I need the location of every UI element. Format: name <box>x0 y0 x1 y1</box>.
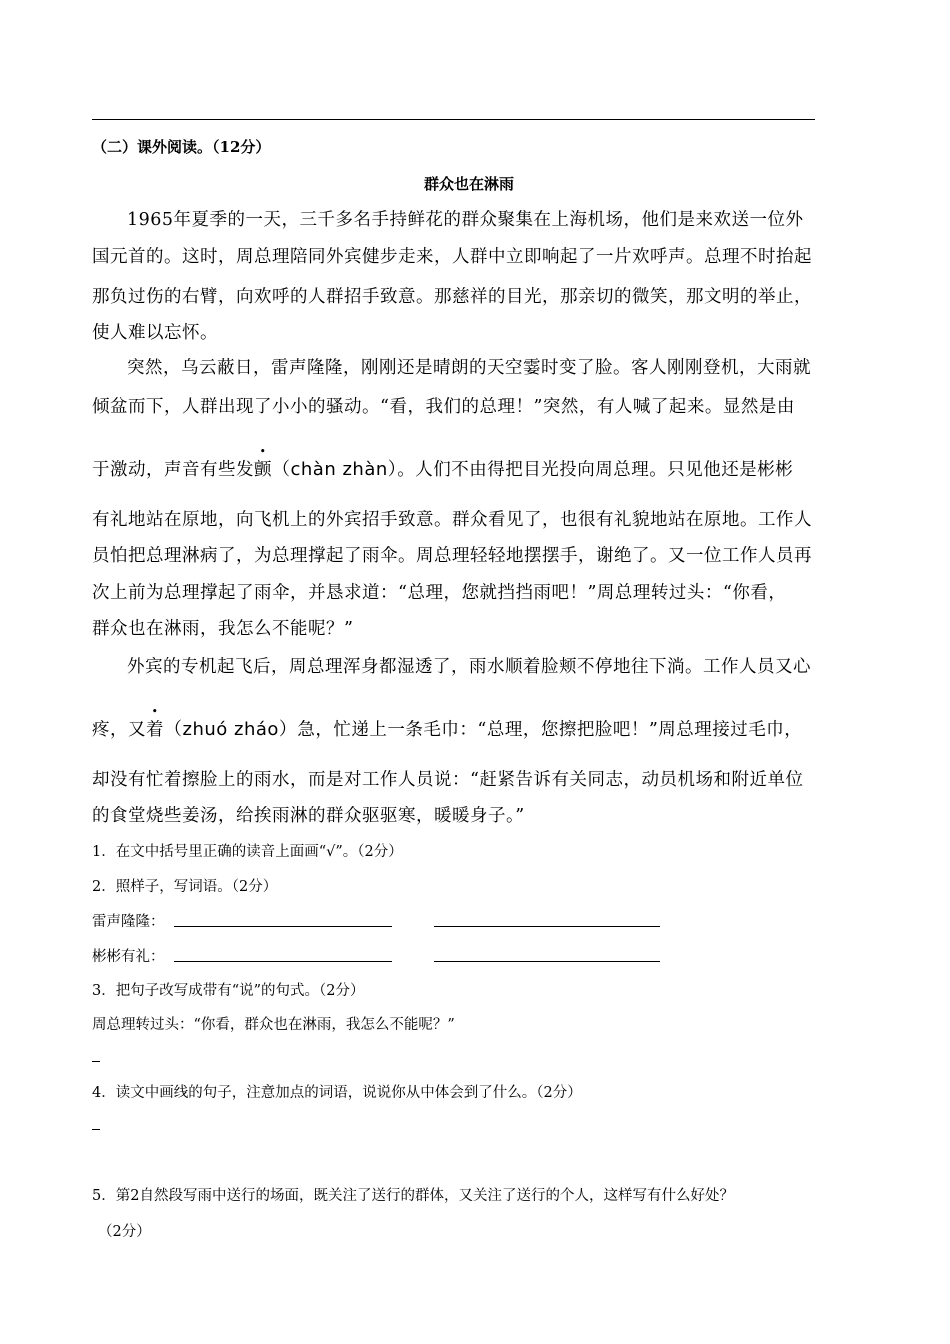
emphasis-dot-zhuo: 着 <box>146 720 164 740</box>
question-1: 1．在文中括号里正确的读音上面画“√”。（2分） <box>92 844 403 860</box>
section-heading: （二）课外阅读。（12分） <box>92 138 271 156</box>
p2-line-6: 次上前为总理撑起了雨伞，并恳求道：“总理，您就挡挡雨吧！”周总理转过头：“你看， <box>92 583 787 603</box>
p2-line-3-post: 。人们不由得把目光投向周总理。只见他还是彬彬 <box>397 460 794 480</box>
p1-line-1: 1965年夏季的一天，三千多名手持鲜花的群众聚集在上海机场，他们是来欢送一位外 <box>127 210 804 230</box>
question-4: 4．读文中画线的句子，注意加点的词语，说说你从中体会到了什么。（2分） <box>92 1085 582 1101</box>
p3-line-2-post: 急，忙递上一条毛巾：“总理，您擦把脸吧！”周总理接过毛巾， <box>297 720 803 740</box>
p3-line-2 <box>92 715 802 741</box>
pinyin-zhuo-zhao: （zhuó zháo） <box>164 719 298 740</box>
pinyin-chan-zhan: （chàn zhàn） <box>272 459 398 480</box>
p2-line-4: 有礼地站在原地，向飞机上的外宾招手致意。群众看见了，也很有礼貌地站在原地。工作人 <box>92 510 812 530</box>
q2-answer-blank-1b[interactable] <box>434 926 660 927</box>
q2-answer-blank-2a[interactable] <box>174 961 392 962</box>
p2-line-5: 员怕把总理淋病了，为总理撑起了雨伞。周总理轻轻地摆摆手，谢绝了。又一位工作人员再 <box>92 546 812 566</box>
p2-line-3-pre: 于激动，声音有些发 <box>92 460 254 480</box>
header-rule <box>92 119 815 120</box>
p2-line-3 <box>92 455 793 481</box>
q2-answer-blank-1a[interactable] <box>174 926 392 927</box>
q3-sentence: 周总理转过头：“你看，群众也在淋雨，我怎么不能呢？” <box>92 1017 455 1033</box>
q4-answer-line[interactable] <box>92 1129 100 1130</box>
p3-line-1: 外宾的专机起飞后，周总理浑身都湿透了，雨水顺着脸颊不停地往下淌。工作人员又心 <box>127 657 811 677</box>
p2-line-2: 倾盆而下，人群出现了小小的骚动。“看，我们的总理！”突然，有人喊了起来。显然是由 <box>92 397 795 417</box>
p2-line-7: 群众也在淋雨，我怎么不能呢？” <box>92 619 354 639</box>
question-3: 3．把句子改写成带有“说”的句式。（2分） <box>92 983 365 999</box>
emphasis-dot-chan: 颤 <box>254 460 272 480</box>
q2-label-leishenglonglong: 雷声隆隆： <box>92 914 165 930</box>
q3-answer-line[interactable] <box>92 1061 100 1062</box>
p3-line-2-pre: 疼，又 <box>92 720 146 740</box>
question-5-score: （2分） <box>98 1224 151 1240</box>
p2-line-1: 突然，乌云蔽日，雷声隆隆，刚刚还是晴朗的天空霎时变了脸。客人刚刚登机，大雨就 <box>127 358 811 378</box>
p1-line-3: 那负过伤的右臂，向欢呼的人群招手致意。那慈祥的目光，那亲切的微笑，那文明的举止， <box>92 287 812 307</box>
passage-title: 群众也在淋雨 <box>424 175 515 193</box>
q2-answer-blank-2b[interactable] <box>434 961 660 962</box>
p1-line-2: 国元首的。这时，周总理陪同外宾健步走来，人群中立即响起了一片欢呼声。总理不时抬起 <box>92 247 812 267</box>
question-5: 5．第2自然段写雨中送行的场面，既关注了送行的群体，又关注了送行的个人，这样写有什么好处？ <box>92 1188 734 1204</box>
p3-line-3: 却没有忙着擦脸上的雨水，而是对工作人员说：“赶紧告诉有关同志，动员机场和附近单位 <box>92 770 804 790</box>
question-2: 2．照样子，写词语。（2分） <box>92 879 278 895</box>
q2-label-binbinyouli: 彬彬有礼： <box>92 949 165 965</box>
p3-line-4: 的食堂烧些姜汤，给挨雨淋的群众驱驱寒，暖暖身子。” <box>92 806 525 826</box>
p1-line-4: 使人难以忘怀。 <box>92 323 218 343</box>
